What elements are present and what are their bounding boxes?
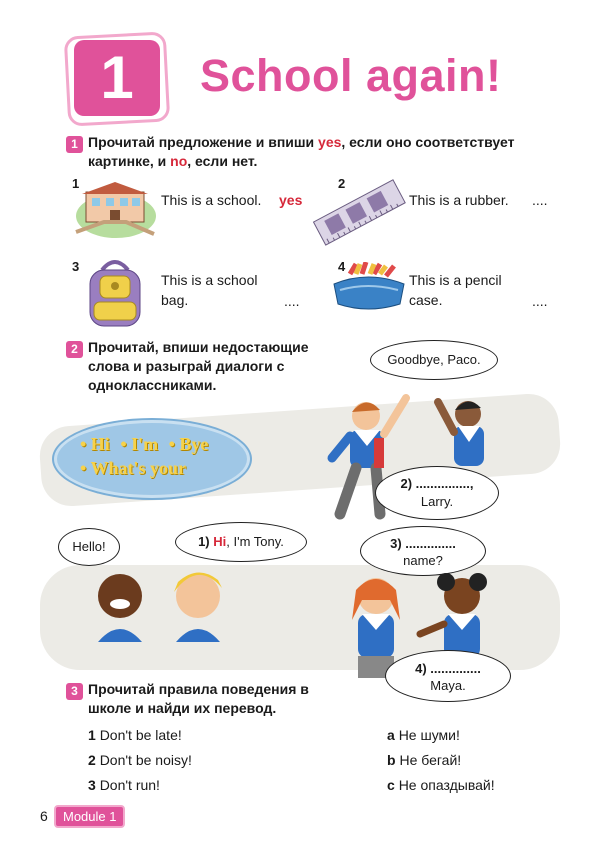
speech-bubble-goodbye [370,340,498,380]
bubble-text: 4) .............. [415,661,481,676]
item-sentence: This is a school. [161,192,262,208]
item-sentence: This is a rubber. [409,192,509,208]
yes-word: yes [318,134,342,150]
instruction-text: Прочитай предложение и впиши [88,134,319,150]
translation-item [387,773,495,798]
bubble-text: Goodbye, Paco. [387,352,481,367]
speech-bubble-hello [58,528,120,566]
unit-number-box: 1 [74,40,160,116]
bubble-text: 2) ..............., [400,476,474,491]
exercise-number: 2 [66,341,83,358]
rule-number: 2 [88,752,96,768]
translation-letter: a [387,727,395,743]
exercise-instruction: Прочитай, впиши недостающие слова и разыграй диалоги с одноклассниками. [88,339,309,393]
page-title: School again! [200,50,502,101]
ruler-picture [310,174,406,250]
item-answer: .... [284,293,300,309]
rule-item [88,748,192,773]
exercise-instruction: Прочитай правила поведения в школе и найди их перевод. [88,681,309,716]
bubble-text: 1) [198,534,210,549]
speech-bubble-3 [360,526,486,576]
rule-text: Don't run! [99,777,160,793]
rule-list-english [88,723,192,798]
item-number: 3 [72,259,80,274]
translation-text: Не бегай! [399,752,462,768]
word-option: • What's your [80,458,186,478]
speech-bubble-4 [385,650,511,702]
item-number: 2 [338,176,346,191]
boys-greeting-illustration [88,562,238,642]
item-answer: .... [532,293,548,309]
item-answer: .... [532,192,548,208]
bubble-text: Hello! [72,539,106,554]
word-box-words [80,432,240,480]
word-option: • I'm [120,434,159,454]
translation-text: Не опаздывай! [398,777,495,793]
translation-letter: b [387,752,396,768]
bubble-text: , I'm Tony. [226,534,284,549]
bubble-text: Maya. [430,678,466,693]
rule-text: Don't be late! [99,727,182,743]
speech-bubble-1 [175,522,307,562]
item-answer: yes [279,192,303,208]
item-number: 4 [338,259,346,274]
word-option: • Bye [168,434,209,454]
school-picture [74,178,156,238]
translation-text: Не шуми! [398,727,460,743]
rule-number: 1 [88,727,96,743]
exercise-number: 1 [66,136,83,153]
rule-text: Don't be noisy! [99,752,192,768]
bubble-text: Larry. [420,494,454,509]
rule-item [88,723,192,748]
speech-bubble-2 [375,466,499,520]
instruction-text: , если нет. [187,153,258,169]
item-sentence: This is a pencil case. [409,272,502,308]
translation-item [387,723,495,748]
translation-item [387,748,495,773]
bubble-text: 3) .............. [390,536,456,551]
no-word: no [170,153,188,169]
translation-letter: c [387,777,395,793]
page-number: 6 [40,808,48,824]
exercise-instruction [88,133,558,171]
school-bag-picture [80,256,150,332]
exercise-number: 3 [66,683,83,700]
item-sentence: This is a school bag. [161,272,258,308]
module-label: Module 1 [54,805,125,828]
bubble-text: Hi [213,534,227,549]
bubble-text: name? [403,553,443,568]
rule-number: 3 [88,777,96,793]
rule-list-russian [387,723,495,798]
instruction-text: , если оно соответствует картинке, и [88,134,515,169]
item-number: 1 [72,176,80,191]
word-option: • Hi [80,434,110,454]
rule-item [88,773,192,798]
pencil-case-picture [330,262,408,312]
